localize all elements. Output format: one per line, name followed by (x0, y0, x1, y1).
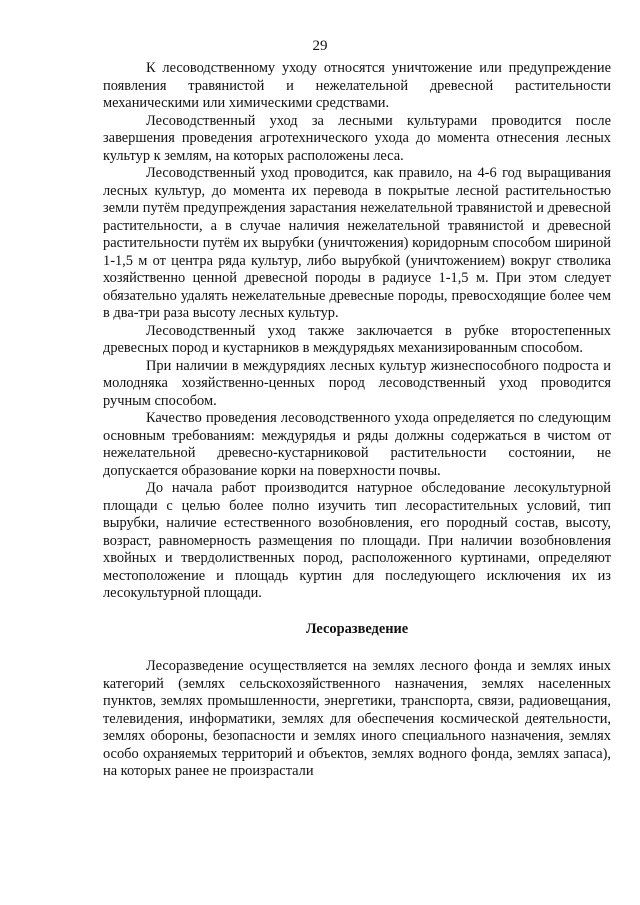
paragraph-3: Лесоводственный уход проводится, как правило, на 4-6 год выращивания лесных культур, до момента их перевода в покрытые лесной растительностью земли путём предупреждения зарастания нежелательной травянистой и древесной растительности, а в случае наличия нежелательной травянистой и древесной растительности путём их вырубки (уничтожения) коридорным способом шириной 1-1,5 м от центра ряда культур, либо вырубкой (уничтожением) вокруг стволика хозяйственно ценной древесной породы в радиусе 1-1,5 м. При этом следует обязательно удалять нежелательные древесные породы, превосходящие более чем в два-три раза высоту лесных культур. (103, 165, 611, 321)
paragraph-5: При наличии в междурядиях лесных культур жизнеспособного подроста и молодняка хозяйственно-ценных пород лесоводственный уход проводится ручным способом. (103, 357, 611, 409)
paragraph-7: До начала работ производится натурное обследование лесокультурной площади с целью более полно изучить тип лесорастительных условий, тип вырубки, наличие естественного возобновления, его породный состав, высоту, возраст, равномерность размещения по площади. При наличии возобновления хвойных и твердолиственных пород, расположенного куртинами, определяют местоположение и площадь куртин для последующего исключения их из лесокультурной площади. (103, 480, 611, 601)
paragraph-8: Лесоразведение осуществляется на землях лесного фонда и землях иных категорий (землях сельскохозяйственного назначения, землях населенных пунктов, землях промышленности, энергетики, транспорта, связи, радиовещания, телевидения, информатики, землях для обеспечения космической деятельности, землях обороны, безопасности и землях иного специального назначения, землях особо охраняемых территорий и объектов, землях водного фонда, землях запаса), на которых ранее не произрастали (103, 658, 611, 779)
page-content (103, 60, 611, 781)
page-number: 29 (312, 38, 328, 54)
paragraph-4: Лесоводственный уход также заключается в рубке второстепенных древесных пород и кустарников в междурядьях механизированным способом. (103, 322, 611, 356)
paragraph-1: К лесоводственному уходу относятся уничтожение или предупреждение появления травянистой и нежелательной древесной растительности механическими или химическими средствами. (103, 60, 611, 111)
paragraph-6: Качество проведения лесоводственного ухода определяется по следующим основным требованиям: междурядья и ряды должны содержаться в чистом от нежелательной древесно-кустарниковой растительности состоянии, не допускается образование корки на поверхности почвы. (103, 410, 611, 479)
section-heading: Лесоразведение (305, 620, 409, 637)
paragraph-2: Лесоводственный уход за лесными культурами проводится после завершения проведения агротехнического ухода до момента отнесения лесных культур к землям, на которых расположены леса. (103, 112, 611, 164)
